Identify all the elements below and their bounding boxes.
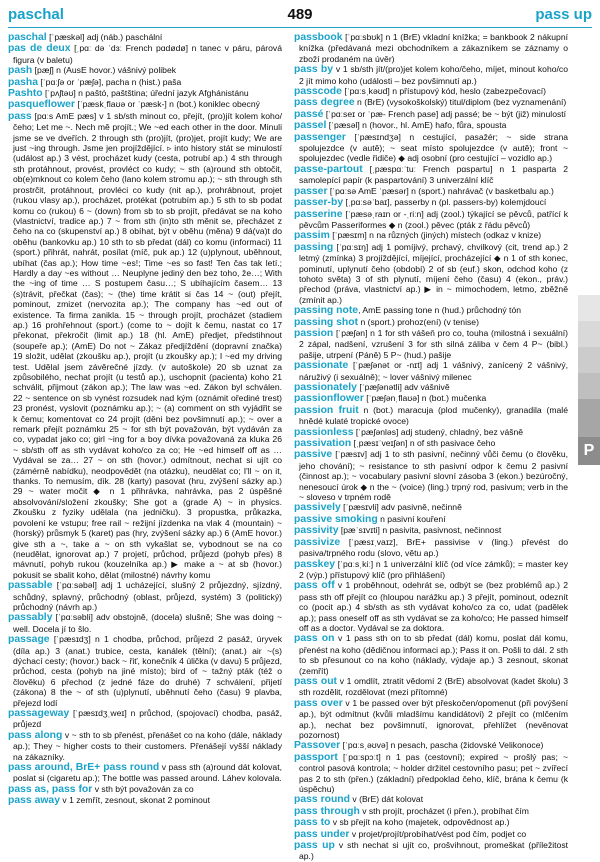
dictionary-entry — [8, 612, 282, 634]
entry-definition: [ˈpæʃənətli] adv vášnivě — [356, 382, 450, 392]
dictionary-entry — [294, 209, 568, 231]
dictionary-entry — [8, 634, 282, 708]
entry-headword: passably — [8, 612, 53, 624]
entry-definition: [ˈpæsɪdʒ] n 1 chodba, průchod, průjezd 2 pasáž, úryvek (díla ap.) 3 (anat.) trubice, cesta, kanálek (tělní); (anat.) air ~(s) dýchací cesty; (hovor.) back ~ řiť, konečník 4 úlička (v davu) 5 průjezd, průchod, cesta (pohyb na jiné místo); bird of ~ tažný pták (též o člověku) 6 přechod (z jedné fáze do druhé) 7 schválení, přijetí (zákona) 8 the ~ of sth (u)plynutí, uběhnutí čeho (času) 9 plavba, přejezd lodí — [13, 634, 282, 708]
entry-headword: pass along — [8, 729, 63, 741]
entry-headword: passer — [294, 185, 328, 197]
dictionary-entry — [294, 86, 568, 97]
entry-definition: n (BrE) (vysokoškolský) titul/diplom (bez vyznamenání) — [354, 97, 567, 108]
entry-headword: pass as, pass for — [8, 783, 93, 795]
entry-definition: n (bot.) maracuja (plod mučenky), granadila (malé hnědé kulaté tropické ovoce) — [299, 404, 568, 427]
dictionary-entry — [294, 109, 568, 120]
entry-definition: [ˈpɑːsˌəʊvə] n pesach, pascha (židovské Velikonoce) — [340, 740, 544, 751]
thumb-index-tab — [578, 399, 600, 437]
dictionary-entry — [294, 405, 568, 427]
entry-headword: pass round — [294, 794, 351, 806]
entry-definition: [ˈpæsɪdʒˌweɪ] n průchod, (spojovací) chodba, pasáž, průjezd — [13, 708, 282, 730]
dictionary-entry — [294, 97, 568, 108]
entry-headword: pass under — [294, 828, 350, 840]
page-header — [8, 6, 592, 28]
entry-headword: pass up — [294, 840, 335, 852]
entry-headword: pass over — [294, 697, 343, 709]
entry-definition: , AmE passing tone n (hud.) průchodný tón — [358, 305, 521, 316]
dictionary-entry — [294, 698, 568, 741]
entry-headword: passbook — [294, 32, 343, 43]
entry-definition: [ˈpɑːseɪ or ˈpæ- French pase] adj passé; be ~ být (již) minulostí — [323, 108, 567, 119]
entry-headword: pas de deux — [8, 43, 71, 55]
entry-definition: [ˈpæsɪndʒə] n cestující, pasažér; ~ side strana spolujezdce (v autě); ~ seat místo spolujezdce (v autě); front ~ spolujezdec (vedle řidiče) ◆ adj osobní (pro cestující – vozidlo ap.) — [299, 131, 568, 164]
dictionary-entry — [294, 438, 568, 449]
entry-headword: passion — [294, 327, 334, 339]
entry-definition: [ˈpɑːsbʊk] n 1 (BrE) vkladní knížka; = bankbook 2 nákupní knížka (předávaná mezi obchodníkem a zákazníkem se záznamy o zboží prodaném na úvěr) — [299, 32, 568, 64]
thumb-index-tab — [578, 373, 600, 399]
entry-headword: pass to — [294, 817, 331, 829]
entry-headword: passe-partout — [294, 163, 363, 175]
entry-definition: [pæˈsɪvɪti] n pasivita, pasivnost, nečinnost — [338, 525, 502, 536]
entry-definition: [ˈpæʃənləs] adj studený, chladný, bez vášně — [353, 426, 524, 437]
entry-definition: [ˈpæsəˌraɪn or -ˌriːn] adj (zool.) týkající se pěvců, patřící k pěvcům Passeriformes ◆ n (zool.) pěvec (pták z řádu pěvců) — [299, 208, 568, 230]
dictionary-entry — [294, 676, 568, 698]
entry-definition: [pæʃ] n (AusE hovor.) vášnivý polibek — [32, 65, 177, 76]
header-rule — [8, 27, 592, 28]
entry-definition: [ˈpɑːsə AmE ˈpæsər] n (sport.) nahrávač (v basketbalu ap.) — [327, 185, 554, 196]
entry-definition: [ˌpɑːsəˈbaɪ], passerby n (pl. passers-by) kolemjdoucí — [343, 197, 547, 208]
entry-headword: pasqueflower — [8, 99, 75, 111]
entry-headword: pass around, BrE+ pass round — [8, 762, 160, 774]
dictionary-entry — [294, 537, 568, 559]
entry-headword: passivation — [294, 438, 352, 450]
dictionary-entry — [8, 762, 282, 784]
entry-headword: passionless — [294, 426, 354, 438]
entry-headword: passenger — [294, 131, 346, 143]
dictionary-entry — [294, 186, 568, 197]
entry-definition: v sb přejít na koho (majetek, odpovědnost ap.) — [330, 817, 510, 828]
entry-headword: passing note — [294, 305, 359, 317]
dictionary-entry — [8, 795, 282, 806]
entry-headword: pass away — [8, 795, 60, 807]
left-column — [8, 32, 282, 854]
entry-headword: passerine — [294, 208, 343, 220]
entry-definition: v pass sth (a)round dát kolovat, poslat si (cigaretu ap.); The bottle was passed around. Láhev kolovala. — [13, 762, 282, 784]
dictionary-entry — [294, 502, 568, 513]
entry-headword: pasha — [8, 76, 39, 88]
entry-definition: [ˈpɑːsəbəl] adj 1 ucházející, slušný 2 průjezdný, sjízdný, schůdný, splavný, průchodný (oblast, průjezd, systém) 3 (politický) průchodný (návrh ap.) — [13, 580, 282, 612]
dictionary-entry — [8, 784, 282, 795]
entry-headword: pass through — [294, 805, 360, 817]
entry-definition: [ˌpæspɑːˈtuː French pɑspartu] n 1 pasparta 2 samolepící papír (k paspartování) 3 univerzální klíč — [299, 163, 568, 186]
entry-definition: [pɑːs AmE pæs] v 1 sb/sth minout co, přejít, (pro)jít kolem koho/čeho; Let me ~. Nech mě projít.; We ~ed each other in the door. Minuli jsme se ve dveřích. 2 through sth (pro)jít, (pro)jet, projít kudy; We are just ~ing through. Jsme jen projíždějící. ▹ into history stát se minulostí (událost ap.) 3 vést, procházet kudy (cesta, potrubí ap.) 4 sth through sth protáhnout, provést, provléct co kudy; ~ sth (a)round sth obtočit, ob(e)mknout co kolem čeho (lano kolem stromu ap.); ~ sth through sth prostrčit, protáhnout, provléci co kudy (nit ap.), prohrábnout, projet (rukou vlasy ap.), procházet, protékat (potrubím ap.) 5 sth to sb podat komu co (rukou) 6 ~ (down) from sb to sb projít, předávat se na koho (vlastnictví, tradice ap.) 7 ~ from sth (in)to sth měnit se, přecházet z čeho na co (skupenství ap.) 8 obíhat, být v oběhu (měna) 9 dá(va)t do oběhu (bankovku ap.) 10 sth to sb předat (dál) co komu (informaci) 11 (sport.) přihrát, nahrát, posílat (míč, puk ap.) 12 (u)plynout, uběhnout, ubíhat (čas ap.); How time ~es!; Time ~es so fast! Ten čas tak letí.; Hardly a day ~es without … Neuplyne jediný den bez toho, že…; With the ~ing of time … S postupem času…; S ubíhajícím časem… 13 (s)trávit, přečkat (čas); ~ (the) time krátit si čas 14 ~ (out) přejít, pominout, zmizet (nervozita ap.); The company has ~ed out of existence. Ta firma zanikla. 15 ~ through projít, procházet (stadiem ap.) 16 prohřehnout (sport.) (come to ~ dojít k čemu, nastat co 17 překonat, překročit (limit ap.) 18 (hl. AmE) předjet, předstihnout (soupeře ap.); (AmE) Do not ~ Zákaz předjíždění (dopravní značka) 19 složit, udělat (zkoušku ap.), projít (u zkoušky ap.); I ~ed my driving test. Udělal jsem závěrečné jízdy. (v autoškole) 20 sb uznat za způsobilého, nechat projít (u testů ap.), uschopnit (pacienta) koho 21 schválit, přijmout (zákon ap.); The law was ~ed. Zákon byl schválen. 22 ~ sentence on sb vynést rozsudek nad kým (oznámit ořediné trest) 23 pronést, vyslovit (poznámku ap.); ~ (a) comment on sth vyjádřit se k čemu; komentovat co 24 projít (děni bez povšimnutí ap.); ~ over a remark přejít poznámku 25 ~ for sth být považován, být vydáván za co, vypadat jako co; girl ~ing for a boy dívka považovaná za kluka 26 ~ sb/sth off as sth vydávat koho/co za co; He ~ed himself off as … Vydával se za… 27 ~ on sth (hovor.) odmítnout, nechat si ujít co (zámérně nabídku), neodpovědět (na otázku), neudělat co; I'll ~ on it, thanks. To nemusím, dík. 28 (karty) pasovat (hru, zvýšení sázky ap.) 29 ~ water močit ◆ n 1 přihrávka, nahrávka, pas 2 úspěšné absolvování/složení zkoušky; She got a (grade A) ~ in physics. Zkoušku z fyziky udělala (na jedničku). 3 propustka, průkazka, povolení ke vstupu; free rail ~ režijní jízdenka na vlak 4 (mountain) ~ (horský) průsmyk 5 (karet) pas (hry, zvýšení sázky ap.) 6 (AmE hovor.) give sth a ~, take a ~ on sth vykašlat se, vybodnout se na co (neudělat, ignorovat ap.) 7 projetí, průchod, průjezd (pohyb přes) 8 mávnutí, pohyb rukou (kouzelníka ap.) ▶ make a ~ at sb (hovor.) pokusit se sbalit koho, dělat (milostné) návrhy komu — [13, 110, 282, 580]
entry-definition: v 1 omdlít, ztratit vědomí 2 (BrE) absolvovat (kadet školu) 3 sth rozdělit, rozdělovat (mezi přítomné) — [299, 675, 568, 698]
left-guide-word: paschal — [8, 6, 64, 23]
dictionary-entry — [294, 32, 568, 64]
dictionary-entry — [294, 525, 568, 536]
thumb-index-tab — [578, 347, 600, 373]
dictionary-entry — [294, 580, 568, 633]
entry-definition: n (sport.) prohoz(ení) (v tenise) — [358, 316, 479, 327]
dictionary-entry — [294, 230, 568, 241]
dictionary-entry — [294, 817, 568, 828]
dictionary-entry — [294, 120, 568, 131]
entry-definition: [ˈpɑːsɪŋ] adj 1 pomíjivý, prchavý, chvilkový (cit, trend ap.) 2 letmý (zmínka) 3 projíždějící, míjející, procházející ◆ n 1 of sth konec, pominutí, uplynutí čeho (období) 2 of sb (euf.) skon, odchod koho (z tohoto světa) 3 of sth plynutí, míjení čeho (času) 4 (ekon., práv.) přechod (práva, vlastnictví ap.) ▶ in ~ mimochodem, letmo, zběžně (zmínit ap.) — [299, 241, 568, 305]
entry-definition: v sth projít, procházet (i přen.), probíhat čím — [359, 805, 529, 816]
entry-headword: pass out — [294, 675, 338, 687]
entry-definition: [ˌpæsɪˈveɪʃən] n of sth pasivace čeho — [351, 438, 496, 449]
entry-headword: passively — [294, 502, 341, 514]
entry-headword: pass off — [294, 580, 335, 592]
dictionary-entry — [8, 111, 282, 580]
entry-definition: [ˈpæʃənət or -nɪt] adj 1 vášnivý, zanícený 2 vášnivý, náruživý (i sexuálně); ~ lover vášnivý milenec — [299, 360, 568, 382]
dictionary-entry — [294, 449, 568, 502]
dictionary-entry — [8, 580, 282, 612]
dictionary-entry — [294, 382, 568, 393]
entry-headword: passable — [8, 580, 53, 592]
entry-definition: [ˈpæsəl] n (hovor., hl. AmE) hafo, fůra, spousta — [326, 120, 507, 131]
dictionary-entry — [8, 65, 282, 76]
dictionary-entry — [294, 197, 568, 208]
entry-definition: v 1 sb/sth jít/(pro)jet kolem koho/čeho, míjet, minout koho/co 2 jít mimo koho (události – bez povšimnutí ap.) — [299, 64, 568, 86]
entry-definition: [ˈpɑːsˌkiː] n 1 univerzální klíč (od více zámků); = master key 2 (výp.) přístupový klíč (pro přihlášení) — [299, 558, 568, 580]
thumb-index-tab — [578, 295, 600, 321]
entry-definition: [ˌpɑː də ˈdɜː French pɑdødø] n tanec v páru, párová figura (v baletu) — [13, 43, 282, 65]
entry-headword: passage — [8, 634, 50, 646]
entry-definition: [ˈpæʃən] n 1 for sth vášeň pro co, touha (milostná i sexuální) 2 zápal, nadšení, vzrušení 3 for sth silná záliba v čem 4 P~ (bibl.) pašije, utrpení (Páně) 5 P~ (hud.) pašije — [299, 327, 568, 360]
entry-headword: passport — [294, 751, 338, 763]
dictionary-entry — [294, 794, 568, 805]
dictionary-entry — [294, 514, 568, 525]
dictionary-entry — [8, 730, 282, 762]
dictionary-entry — [294, 242, 568, 305]
entry-definition: [ˈpɑːspɔːt] n 1 pas (cestovní); expired ~ prošlý pas; ~ control pasová kontrola; ~ holder držitel cestovního pasu; pet ~ zvířecí pas 2 to sth (přen.) (základní) předpoklad čeho, klíč, brána k čemu (k úspěchu) — [299, 751, 568, 795]
entry-headword: passion fruit — [294, 404, 359, 416]
entry-headword: passivity — [294, 525, 339, 537]
entry-headword: pash — [8, 65, 33, 77]
entry-definition: v ~ sth to sb přenést, přenášet co na koho (dále, náklady ap.); They ~ higher costs to their customers. Přenášejí vyšší náklady na zákazníky. — [13, 729, 282, 762]
dictionary-entry — [294, 740, 568, 751]
entry-headword: passing — [294, 241, 334, 253]
dictionary-entry — [8, 708, 282, 730]
entry-headword: pass on — [294, 633, 335, 645]
entry-headword: passionate — [294, 360, 349, 372]
entry-headword: passkey — [294, 558, 336, 570]
dictionary-entry — [8, 88, 282, 99]
thumb-index-letter: P — [578, 437, 600, 465]
entry-headword: passé — [294, 108, 324, 120]
entry-definition: v sth být považován za co — [92, 783, 194, 794]
entry-definition: v 1 proběhnout, odehrát se, odbýt se (bez problémů ap.) 2 pass sth off přejít co (hloupou narážku ap.) 3 přejít, pominout, odeznít co (pocit ap.) 4 sb/sth as sth vydávat koho/co za co, udat (padělek ap.); pass oneself off as sth vydávat se za koho/co; He passed himself off as a doctor. Vydával se za doktora. — [299, 580, 568, 633]
dictionary-entry — [294, 164, 568, 186]
entry-definition: v 1 pass sth on to sb předat (dál) komu, poslat dál komu, přenést na koho (dědičnou informaci ap.); Pass it on. Pošli to dál. 2 sth to sb přesunout co na koho (náklady, výdaje ap.) 3 zesnout, skonat (zemřít) — [299, 633, 568, 676]
entry-definition: [ˈpæʃənˌflaʊə] n (bot.) mučenka — [363, 393, 487, 404]
entry-definition: v (BrE) dát kolovat — [350, 794, 424, 805]
entry-definition: v sth nechat si ujít co, prošvihnout, promeškat (příležitost ap.) — [299, 840, 569, 862]
entry-definition: n pasivní kouření — [377, 513, 446, 524]
entry-headword: passionflower — [294, 393, 364, 405]
entry-headword: pass by — [294, 64, 334, 76]
entry-definition: [ˈpæsɪv] adj 1 to sth pasivní, nečinný vůči čemu (o člověku, jeho chování); ~ resistance to sth pasivní odpor k čemu 2 pasivní (činnost ap.); ~ vocabulary pasivní slovní zásoba 3 (ekon.) bezúročný, nenesoucí úrok ◆ n the ~ (voice) (ling.) trpný rod, pasivum; verb in the ~ sloveso v trpném rodě — [299, 449, 568, 503]
dictionary-entry — [294, 132, 568, 164]
entry-headword: paschal — [8, 32, 47, 43]
entry-definition: [ˈpæsɪm] n na různých (jiných) místech (odkaz v knize) — [329, 230, 542, 241]
entry-definition: [ˈpɑːʃə or ˈpæʃə], pacha n (hist.) paša — [38, 76, 182, 87]
dictionary-entry — [294, 633, 568, 676]
entry-headword: pass — [8, 110, 32, 122]
entry-headword: passivize — [294, 536, 341, 548]
dictionary-entry — [294, 427, 568, 438]
dictionary-entry — [294, 393, 568, 404]
dictionary-entry — [294, 559, 568, 581]
entry-definition: v 1 be passed over být přeskočen/opomenut (při povýšení ap.), být odmítnut (kvůli mladšímu kandidátovi) 2 přejít co (mlčením ap.), nechat bez povšimnutí, ignorovat, přehlížet (nevěnovat pozornost) — [299, 697, 568, 740]
right-guide-word: pass up — [535, 6, 592, 23]
dictionary-entry — [294, 840, 568, 862]
entry-headword: Passover — [294, 740, 341, 752]
entry-definition: [ˈpɑːsˌkəʊd] n přístupový kód, heslo (zabezpečovací) — [341, 86, 547, 97]
dictionary-entry — [8, 77, 282, 88]
entry-definition: [ˈpæsɪvli] adv pasivně, nečinně — [340, 502, 462, 513]
dictionary-entry — [294, 317, 568, 328]
entry-definition: v projet/projít/probíhat/vést pod čím, podjet co — [349, 828, 527, 839]
entry-definition: [ˈpɑːsəbli] adv obstojně, (docela) slušně; She was doing ~ well. Docela jí to šlo. — [13, 612, 282, 634]
dictionary-entry — [294, 360, 568, 382]
entry-headword: passim — [294, 230, 330, 242]
entry-definition: [ˈpʌʃtəʊ] n paštó, paštština; úřední jazyk Afghánistánu — [42, 88, 249, 99]
entry-headword: passageway — [8, 708, 70, 719]
entry-definition: v 1 zemřít, zesnout, skonat 2 pominout — [60, 795, 210, 806]
entry-headword: passionately — [294, 382, 357, 393]
dictionary-entry — [294, 806, 568, 817]
right-column — [294, 32, 569, 862]
entry-headword: passive — [294, 449, 333, 461]
thumb-index-tab — [578, 321, 600, 347]
columns — [8, 32, 569, 862]
entry-headword: pass degree — [294, 97, 355, 109]
dictionary-entry — [294, 64, 568, 86]
dictionary-entry — [294, 305, 568, 316]
dictionary-entry — [294, 752, 568, 795]
page-number: 489 — [287, 6, 313, 23]
entry-definition: [ˈpæskˌflaʊə or ˈpæsk-] n (bot.) koniklec obecný — [74, 99, 260, 110]
entry-headword: Pashto — [8, 88, 43, 100]
dictionary-entry — [294, 829, 568, 840]
entry-headword: passcode — [294, 86, 342, 98]
entry-headword: passing shot — [294, 316, 359, 328]
dictionary-entry — [8, 43, 282, 65]
dictionary-entry — [294, 328, 568, 360]
entry-definition: [ˈpæsɪˌvaɪz], BrE+ passivise v (ling.) převést do pasiva/trpného rodu (slovo, větu ap.) — [299, 536, 568, 559]
dictionary-entry — [8, 32, 282, 43]
entry-headword: passive smoking — [294, 513, 378, 525]
entry-headword: passer-by — [294, 197, 344, 209]
entry-definition: [ˈpæskəl] adj (náb.) paschální — [46, 32, 163, 42]
dictionary-entry — [8, 99, 282, 110]
entry-headword: passel — [294, 120, 327, 132]
